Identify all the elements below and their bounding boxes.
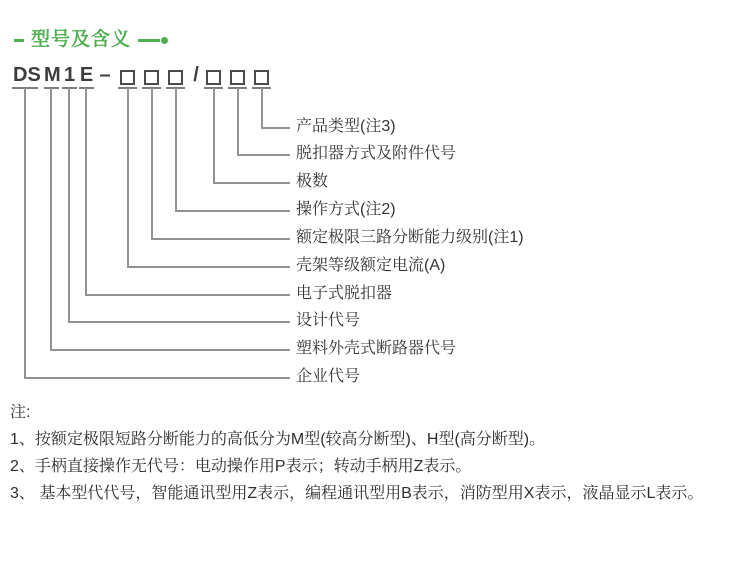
model-segment-1: 1 [63,64,76,86]
spec-label: 塑料外壳式断路器代号 [296,340,457,357]
spec-label: 设计代号 [296,312,361,329]
model-segment-ds: DS [13,64,41,86]
connector-line [237,88,239,156]
model-segment-m: M [44,64,61,86]
connector-line [213,88,215,184]
spec-label: 企业代号 [296,368,361,385]
model-placeholder-box [120,70,135,85]
connector-line [213,182,290,184]
model-placeholder-box [168,70,183,85]
connector-line [151,238,290,240]
connector-line [50,349,290,351]
connector-line [261,127,290,129]
connector-line [85,88,87,296]
connector-line [237,154,290,156]
spec-label: 壳架等级额定电流(A) [296,257,446,274]
spec-label: 产品类型(注3) [296,118,396,135]
spec-label: 额定极限三路分断能力级别(注1) [296,229,524,246]
connector-line [50,88,52,351]
connector-line [68,88,70,323]
title-arrow-line-icon [138,39,160,42]
model-placeholder-box [144,70,159,85]
title-arrow-dot-icon [161,37,168,44]
connector-line [24,88,26,379]
connector-line [68,321,290,323]
model-slash: / [193,64,199,86]
spec-label: 电子式脱扣器 [296,285,393,302]
note-item: 2、手柄直接操作无代号：电动操作用P表示；转动手柄用Z表示。 [10,458,472,475]
section-title [14,28,168,52]
note-item: 3、 基本型代代号，智能通讯型用Z表示，编程通讯型用B表示，消防型用X表示，液晶显示L表示。 [10,485,704,502]
connector-line [85,294,290,296]
model-placeholder-box [230,70,245,85]
connector-line [127,88,129,268]
connector-line [175,88,177,212]
note-item: 1、按额定极限短路分断能力的高低分为M型(较高分断型)、H型(高分断型)。 [10,431,546,448]
model-segment-e: E [79,64,94,86]
connector-line [127,266,290,268]
notes-heading: 注: [10,404,31,421]
connector-line [175,210,290,212]
model-placeholder-box [254,70,269,85]
spec-label: 极数 [296,173,329,190]
notes-section [10,400,714,508]
spec-label: 操作方式(注2) [296,201,396,218]
title-dash-icon [14,39,24,42]
spec-label: 脱扣器方式及附件代号 [296,145,457,162]
connector-line [24,377,290,379]
model-dash: – [99,64,111,86]
section-title-text: 型号及含义 [31,29,132,50]
connector-line [151,88,153,240]
connector-line [261,88,263,129]
model-placeholder-box [206,70,221,85]
